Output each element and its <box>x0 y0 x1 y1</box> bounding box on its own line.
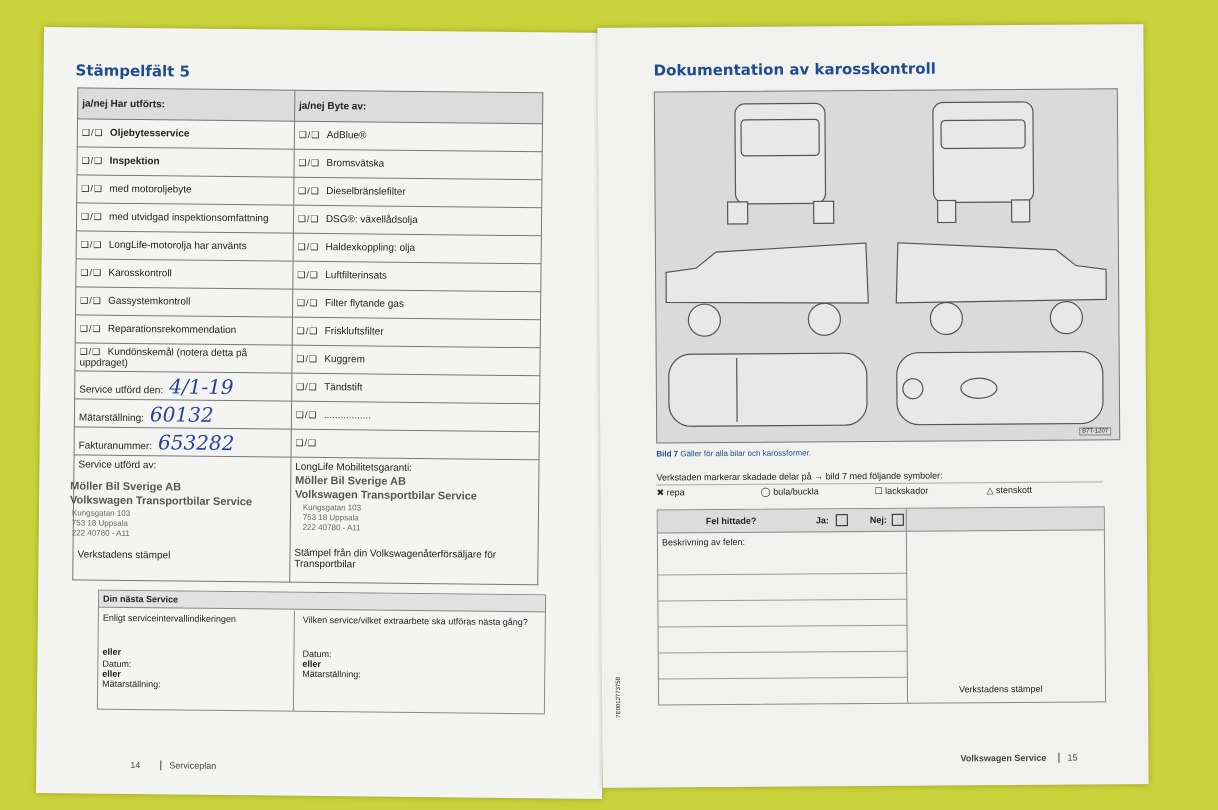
checkbox[interactable]: ❑/❑ <box>295 437 318 448</box>
damage-form <box>657 506 1106 705</box>
yes-label: Ja: <box>815 515 829 526</box>
no-checkbox[interactable] <box>892 514 904 526</box>
row-label: Mätarställning: <box>78 411 145 424</box>
workshop-stamp-label: Verkstadens stämpel <box>958 683 1043 695</box>
stone-chip-symbol: △ stenskott <box>986 484 1033 496</box>
stamp-company: Möller Bil Sverige AB <box>295 474 407 488</box>
stamp-company: Möller Bil Sverige AB <box>70 480 182 494</box>
description-line[interactable] <box>658 573 906 576</box>
row-label: ................. <box>323 410 372 422</box>
interval-indicator-label: Enligt serviceintervallindikeringen <box>102 612 236 625</box>
row-label: DSG®: växellådsolja <box>325 214 418 226</box>
row-label: Oljebytesservice <box>109 127 190 140</box>
checkbox[interactable]: ❑/❑ <box>80 295 102 306</box>
stamp-subtitle: Volkswagen Transportbilar Service <box>70 494 253 509</box>
row-label: Fakturanummer: <box>78 439 153 452</box>
row-label: Tändstift <box>324 382 363 394</box>
van-left-side-view <box>666 243 869 336</box>
date-label: Datum: <box>102 658 132 670</box>
checkbox[interactable]: ❑/❑ <box>298 185 320 196</box>
row-label: Reparationsrekommendation <box>107 323 237 337</box>
odometer-label: Mätarställning: <box>102 678 161 690</box>
yes-checkbox[interactable] <box>836 514 848 526</box>
or-label: eller <box>102 646 122 657</box>
checkbox[interactable]: ❑/❑ <box>296 353 319 364</box>
row-label: med motoroljebyte <box>109 183 192 196</box>
van-rear-view <box>727 103 834 224</box>
van-right-side-view <box>896 241 1107 334</box>
footer-label: Serviceplan <box>160 760 216 771</box>
row-label: Service utförd den: <box>79 383 164 396</box>
found-label: Fel hittade? <box>705 515 757 527</box>
row-label: LongLife-motorolja har använts <box>108 239 247 253</box>
col-header-right: ja/nej Byte av: <box>294 90 542 124</box>
scratch-symbol: ✖ repa <box>656 487 685 498</box>
left-page <box>36 27 610 799</box>
stamp-address: Kungsgatan 103 753 18 Uppsala 222 40780 - A11 <box>302 502 362 533</box>
or-label: eller <box>102 668 121 679</box>
stamp-address: Kungsgatan 103 753 18 Uppsala 222 40780 - A11 <box>71 507 131 539</box>
checkbox[interactable]: ❑/❑ <box>79 323 102 334</box>
van-top-view <box>669 353 867 426</box>
handwritten-date: 4/1-19 <box>169 373 234 399</box>
row-label: Bromsvätska <box>326 158 385 170</box>
workshop-stamp-label: Verkstadens stämpel <box>77 549 171 562</box>
checkbox[interactable]: ❑/❑ <box>297 269 319 280</box>
van-front-view <box>933 102 1034 223</box>
checkbox[interactable]: ❑/❑ <box>297 241 320 252</box>
checkbox[interactable]: ❑/❑ <box>298 129 321 140</box>
van-outline-illustration <box>655 89 1119 442</box>
checkbox[interactable]: ❑/❑ <box>80 267 103 278</box>
footer-label: Volkswagen Service <box>960 752 1047 764</box>
col-header-left: ja/nej Har utförts: <box>78 88 295 121</box>
van-underbody-view <box>897 351 1103 424</box>
row-label: Kundönskemål (notera detta på uppdraget) <box>79 346 248 369</box>
description-line[interactable] <box>659 625 907 628</box>
checkbox[interactable]: ❑/❑ <box>80 239 103 250</box>
checkbox[interactable]: ❑/❑ <box>80 211 103 222</box>
document-code: 7E0012773758 <box>615 677 623 718</box>
figure-caption <box>656 448 811 458</box>
row-label: AdBlue® <box>326 130 367 142</box>
stamp-row <box>73 455 539 585</box>
row-label: Kuggrem <box>324 354 366 366</box>
service-table <box>72 87 543 585</box>
right-page <box>597 24 1148 788</box>
checkbox[interactable]: ❑/❑ <box>295 409 318 420</box>
longlife-label: LongLife Mobilitetsgaranti: <box>295 461 413 474</box>
service-by-label: Service utförd av: <box>78 459 157 472</box>
caption-text: Gäller för alla bilar och karossformer. <box>680 448 812 459</box>
checkbox[interactable]: ❑/❑ <box>81 127 104 138</box>
checkbox[interactable]: ❑/❑ <box>296 381 318 392</box>
checkbox[interactable]: ❑/❑ <box>81 155 104 166</box>
row-label: Filter flytande gas <box>324 298 404 310</box>
description-label: Beskrivning av felen: <box>661 536 746 548</box>
row-label: Friskluftsfilter <box>324 326 384 338</box>
checkbox[interactable]: ❑/❑ <box>297 213 320 224</box>
checkbox[interactable]: ❑/❑ <box>81 183 104 194</box>
odometer-label: Mätarställning: <box>302 668 361 680</box>
dent-symbol: ◯ bula/buckla <box>760 486 819 497</box>
stamp-subtitle: Volkswagen Transportbilar Service <box>294 488 478 503</box>
next-work-label: Vilken service/vilket extraarbete ska utföras nästa gång? <box>302 614 528 628</box>
description-line[interactable] <box>659 677 907 680</box>
marks-intro: Verkstaden markerar skadade delar på → bild 7 med följande symboler: <box>656 469 1102 485</box>
vehicle-diagram <box>654 88 1120 443</box>
description-line[interactable] <box>659 651 907 654</box>
next-service-title: Din nästa Service <box>99 591 545 613</box>
checkbox[interactable]: ❑/❑ <box>298 157 321 168</box>
page-number: 14 <box>130 760 141 771</box>
next-service-box <box>97 590 546 715</box>
no-label: Nej: <box>869 514 887 526</box>
row-label: Inspektion <box>109 155 160 168</box>
row-label: Haldexkoppling: olja <box>325 242 416 254</box>
or-label: eller <box>302 658 321 669</box>
handwritten-odometer: 60132 <box>149 401 214 427</box>
row-label: med utvidgad inspektionsomfattning <box>108 211 269 225</box>
row-label: Gassystemkontroll <box>108 295 191 308</box>
checkbox[interactable]: ❑/❑ <box>79 345 102 357</box>
row-label: Luftfilterinsats <box>325 270 388 282</box>
diagram-code: B7T-1207 <box>1079 427 1111 435</box>
checkbox[interactable]: ❑/❑ <box>296 297 319 308</box>
dealer-stamp-label: Stämpel från din Volkswagenåterförsäljare för Transportbilar <box>294 547 497 571</box>
checkbox[interactable]: ❑/❑ <box>296 325 319 336</box>
page-number: 15 <box>1058 753 1077 763</box>
paint-damage-symbol: ☐ lackskador <box>874 485 929 496</box>
row-label: Dieselbränslefilter <box>326 186 406 198</box>
page-title: Dokumentation av karosskontroll <box>653 59 936 80</box>
caption-label: Bild 7 <box>656 449 679 459</box>
description-line[interactable] <box>658 599 906 602</box>
page-title: Stämpelfält 5 <box>75 61 191 81</box>
row-label: Karosskontroll <box>108 267 172 280</box>
handwritten-invoice: 653282 <box>157 429 235 455</box>
date-label: Datum: <box>302 648 332 660</box>
